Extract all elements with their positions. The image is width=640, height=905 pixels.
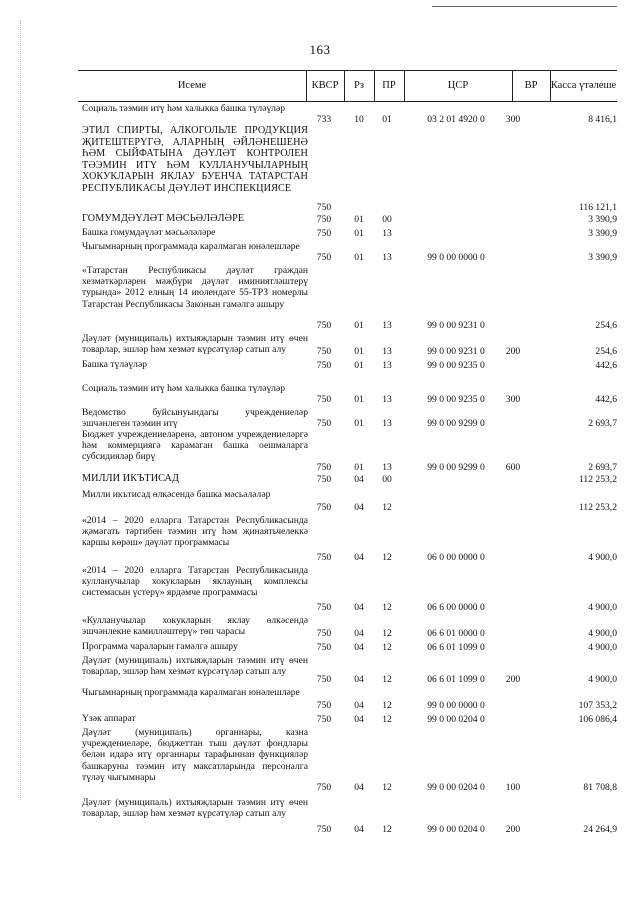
- row-pr: 13: [382, 359, 392, 371]
- row-name: Дәүләт (муниципаль) органнары, казна учреждениеләре, бюджеттан тыш дәүләт фондлары белән идарә итү органнары тарафыннан функцияләр башкаруны тәэмин итү максатларында персоналга түләү чыгымнары: [82, 727, 308, 783]
- row-sum: 2 693,7: [588, 461, 617, 473]
- row-pr: 12: [382, 699, 392, 711]
- table-row: [78, 429, 617, 473]
- row-vr: 200: [505, 345, 521, 357]
- header-kvsr: КВСР: [311, 80, 339, 92]
- row-kvsr: 750: [316, 551, 332, 563]
- row-csr: 99 0 00 9235 0: [427, 393, 485, 405]
- row-name: ГОМУМДӘҮЛӘТ МӘСЬӘЛӘЛӘРЕ: [82, 213, 245, 224]
- row-kvsr: 750: [316, 417, 332, 429]
- table-row: [78, 489, 617, 513]
- row-rz: 01: [354, 393, 364, 405]
- row-kvsr: 750: [316, 227, 332, 239]
- row-csr: 99 0 00 0204 0: [427, 823, 485, 835]
- header-csr: ЦСР: [447, 80, 469, 92]
- row-pr: 00: [382, 213, 392, 225]
- row-name: «Кулланучылар хокукларын яклау өлкәсендә эшчәнлекне камилләштерү» төп чарасы: [82, 615, 308, 638]
- row-rz: 01: [354, 251, 364, 263]
- row-rz: 01: [354, 345, 364, 357]
- row-pr: 12: [382, 501, 392, 513]
- row-csr: 99 0 00 0204 0: [427, 781, 485, 793]
- row-pr: 12: [382, 627, 392, 639]
- table-row: [78, 713, 617, 725]
- row-sum: 2 693,7: [588, 417, 617, 429]
- row-kvsr: 750: [316, 473, 332, 485]
- row-name: Дәүләт (муниципаль) ихтыяҗларын тәэмин итү өчен товарлар, эшләр һәм хезмәт күрсәтүләр сатып алу: [82, 655, 308, 678]
- row-csr: 06 0 00 0000 0: [427, 551, 485, 563]
- table-row: [78, 359, 617, 371]
- row-name: Дәүләт (муниципаль) ихтыяҗларын тәэмин итү өчен товарлар, эшләр һәм хезмәт күрсәтүләр сатып алу: [82, 797, 308, 820]
- row-sum: 8 416,1: [588, 113, 617, 125]
- row-rz: 01: [354, 461, 364, 473]
- table-row: [78, 241, 617, 263]
- row-name: «2014 – 2020 елларга Татарстан Республикасында кулланучылар хокукларын яклауның комплексы системасын үстерү» ярдәмче программасы: [82, 565, 308, 599]
- row-name: Башка гомумдәүләт мәсьәләләре: [82, 227, 216, 238]
- row-rz: 10: [354, 113, 364, 125]
- table-row: [78, 615, 617, 639]
- row-rz: 01: [354, 319, 364, 331]
- row-csr: 99 0 00 9235 0: [427, 359, 485, 371]
- row-kvsr: 733: [316, 113, 332, 125]
- row-sum: 3 390,9: [588, 227, 617, 239]
- row-csr: 99 0 00 9299 0: [427, 417, 485, 429]
- row-rz: 01: [354, 213, 364, 225]
- row-rz: 04: [354, 627, 364, 639]
- row-rz: 04: [354, 673, 364, 685]
- row-pr: 12: [382, 823, 392, 835]
- row-rz: 01: [354, 227, 364, 239]
- row-sum: 254,6: [595, 345, 617, 357]
- row-sum: 254,6: [595, 319, 617, 331]
- row-name: Программа чараларын гамәлгә ашыру: [82, 641, 238, 652]
- row-sum: 4 900,0: [588, 601, 617, 613]
- row-csr: 06 6 00 0000 0: [427, 601, 485, 613]
- row-sum: 442,6: [595, 359, 617, 371]
- row-sum: 116 121,1: [578, 201, 617, 213]
- row-csr: 99 0 00 9231 0: [427, 319, 485, 331]
- row-pr: 13: [382, 251, 392, 263]
- row-sum: 3 390,9: [588, 251, 617, 263]
- binding-margin: [20, 20, 21, 800]
- row-pr: 13: [382, 417, 392, 429]
- row-name: Дәүләт (муниципаль) ихтыяҗларын тәэмин итү өчен товарлар, эшләр һәм хезмәт күрсәтүләр сатып алу: [82, 333, 308, 356]
- table-row: [78, 655, 617, 685]
- row-sum: 4 900,0: [588, 627, 617, 639]
- row-sum: 442,6: [595, 393, 617, 405]
- row-name: Ведомство буйсынуындагы учреждениеләр эшчәнлеген тәэмин итү: [82, 407, 308, 430]
- row-pr: 13: [382, 393, 392, 405]
- header-name: Исеме: [177, 80, 207, 92]
- row-pr: 13: [382, 345, 392, 357]
- row-sum: 107 353,2: [578, 699, 617, 711]
- table-row: [78, 565, 617, 613]
- table-row: [78, 473, 617, 485]
- row-name: Чыгымнарның программада каралмаган юнәлешләре: [82, 687, 300, 698]
- table-row: [78, 213, 617, 225]
- row-csr: 99 0 00 9299 0: [427, 461, 485, 473]
- row-pr: 13: [382, 461, 392, 473]
- row-kvsr: 750: [316, 641, 332, 653]
- row-kvsr: 750: [316, 319, 332, 331]
- row-pr: 01: [382, 113, 392, 125]
- row-kvsr: 750: [316, 699, 332, 711]
- table-header: [78, 70, 617, 102]
- row-rz: 04: [354, 699, 364, 711]
- row-sum: 4 900,0: [588, 551, 617, 563]
- header-vr: ВР: [524, 80, 538, 92]
- row-kvsr: 750: [316, 461, 332, 473]
- table-row: [78, 383, 617, 405]
- row-rz: 01: [354, 359, 364, 371]
- row-kvsr: 750: [316, 781, 332, 793]
- row-vr: 100: [505, 781, 521, 793]
- row-name: Социаль тәэмин итү һәм халыкка башка түләүләр: [82, 383, 286, 394]
- header-rz: Рз: [354, 80, 364, 92]
- row-csr: 99 0 00 9231 0: [427, 345, 485, 357]
- row-vr: 600: [505, 461, 521, 473]
- row-name: Башка түләүләр: [82, 359, 148, 370]
- row-pr: 12: [382, 781, 392, 793]
- row-name: «Татарстан Республикасы дәүләт граждан хезмәткәрләрен мәҗбүри дәүләт иминиятләштерү турында» 2012 елның 14 июлендәге 55-ТРЗ номерлы Татарстан Республикасы Законын гамәлгә ашыру: [82, 265, 308, 310]
- row-kvsr: 750: [316, 601, 332, 613]
- table-row: [78, 797, 617, 835]
- row-name: ЭТИЛ СПИРТЫ, АЛКОГОЛЬЛЕ ПРОДУКЦИЯ ҖИТЕШТЕРҮГӘ, АЛАРНЫҢ ӘЙЛӘНЕШЕНӘ ҺӘМ СЫЙФАТЫНА ДӘҮЛӘТ КОНТРОЛЕН ТӘЭМИН ИТҮ ҺӘМ КУЛЛАНУЧЫЛАРНЫҢ ХОКУКЛАРЫН ЯКЛАУ БУЕНЧА ТАТАРСТАН РЕСПУБЛИКАСЫ ДӘҮЛӘТ ИНСПЕКЦИЯСЕ: [82, 125, 308, 194]
- table-row: [78, 103, 617, 125]
- table-row: [78, 227, 617, 239]
- row-sum: 24 264,9: [583, 823, 617, 835]
- row-kvsr: 750: [316, 823, 332, 835]
- row-kvsr: 750: [316, 251, 332, 263]
- row-kvsr: 750: [316, 213, 332, 225]
- row-pr: 12: [382, 601, 392, 613]
- row-csr: 06 6 01 0000 0: [427, 627, 485, 639]
- row-sum: 4 900,0: [588, 673, 617, 685]
- row-vr: 200: [505, 823, 521, 835]
- row-csr: 06 6 01 1099 0: [427, 673, 485, 685]
- table-row: [78, 333, 617, 357]
- row-rz: 04: [354, 781, 364, 793]
- table-row: [78, 125, 617, 213]
- page-number: 163: [309, 42, 331, 57]
- row-pr: 12: [382, 713, 392, 725]
- row-name: Үзәк аппарат: [82, 713, 136, 724]
- row-rz: 04: [354, 823, 364, 835]
- header-pr: ПР: [382, 80, 396, 92]
- row-rz: 04: [354, 713, 364, 725]
- row-kvsr: 750: [316, 393, 332, 405]
- table-row: [78, 407, 617, 429]
- row-sum: 112 253,2: [578, 473, 617, 485]
- row-rz: 04: [354, 601, 364, 613]
- table-row: [78, 265, 617, 331]
- row-name: «2014 – 2020 елларга Татарстан Республикасында җәмәгать тәртибен тәэмин итү һәм җинаятьчелеккә каршы көрәш» дәүләт программасы: [82, 515, 308, 549]
- row-name: Чыгымнарның программада каралмаган юнәлешләре: [82, 241, 300, 252]
- row-rz: 04: [354, 551, 364, 563]
- row-name: Бюджет учреждениеләренә, автоном учреждениеләргә һәм коммерциягә карамаган башка оешмаларга субсидияләр бирү: [82, 429, 308, 463]
- row-rz: 04: [354, 641, 364, 653]
- row-sum: 106 086,4: [578, 713, 617, 725]
- header-sum: Касса үтәлеше: [550, 80, 617, 92]
- row-vr: 300: [505, 113, 521, 125]
- row-kvsr: 750: [316, 713, 332, 725]
- row-rz: 04: [354, 501, 364, 513]
- row-pr: 00: [382, 473, 392, 485]
- row-csr: 99 0 00 0000 0: [427, 251, 485, 263]
- row-pr: 13: [382, 227, 392, 239]
- row-kvsr: 750: [316, 345, 332, 357]
- row-csr: 99 0 00 0204 0: [427, 713, 485, 725]
- row-sum: 112 253,2: [578, 501, 617, 513]
- table-row: [78, 687, 617, 711]
- row-vr: 200: [505, 673, 521, 685]
- table-row: [78, 727, 617, 793]
- row-pr: 13: [382, 319, 392, 331]
- row-kvsr: 750: [316, 501, 332, 513]
- row-rz: 04: [354, 473, 364, 485]
- page-top-rule: [432, 6, 617, 7]
- row-pr: 12: [382, 641, 392, 653]
- row-csr: 06 6 01 1099 0: [427, 641, 485, 653]
- row-pr: 12: [382, 551, 392, 563]
- row-name: Милли икътисад өлкәсендә башка мәсьәләләр: [82, 489, 271, 500]
- row-sum: 3 390,9: [588, 213, 617, 225]
- row-pr: 12: [382, 673, 392, 685]
- row-kvsr: 750: [316, 201, 332, 213]
- row-kvsr: 750: [316, 627, 332, 639]
- row-csr: 99 0 00 0000 0: [427, 699, 485, 711]
- row-vr: 300: [505, 393, 521, 405]
- row-name: МИЛЛИ ИКЪТИСАД: [82, 473, 180, 484]
- row-kvsr: 750: [316, 359, 332, 371]
- row-sum: 4 900,0: [588, 641, 617, 653]
- row-kvsr: 750: [316, 673, 332, 685]
- table-row: [78, 641, 617, 653]
- row-sum: 81 708,8: [583, 781, 617, 793]
- row-name: Социаль тәэмин итү һәм халыкка башка түләүләр: [82, 103, 286, 114]
- table-row: [78, 515, 617, 563]
- row-csr: 03 2 01 4920 0: [427, 113, 485, 125]
- row-rz: 01: [354, 417, 364, 429]
